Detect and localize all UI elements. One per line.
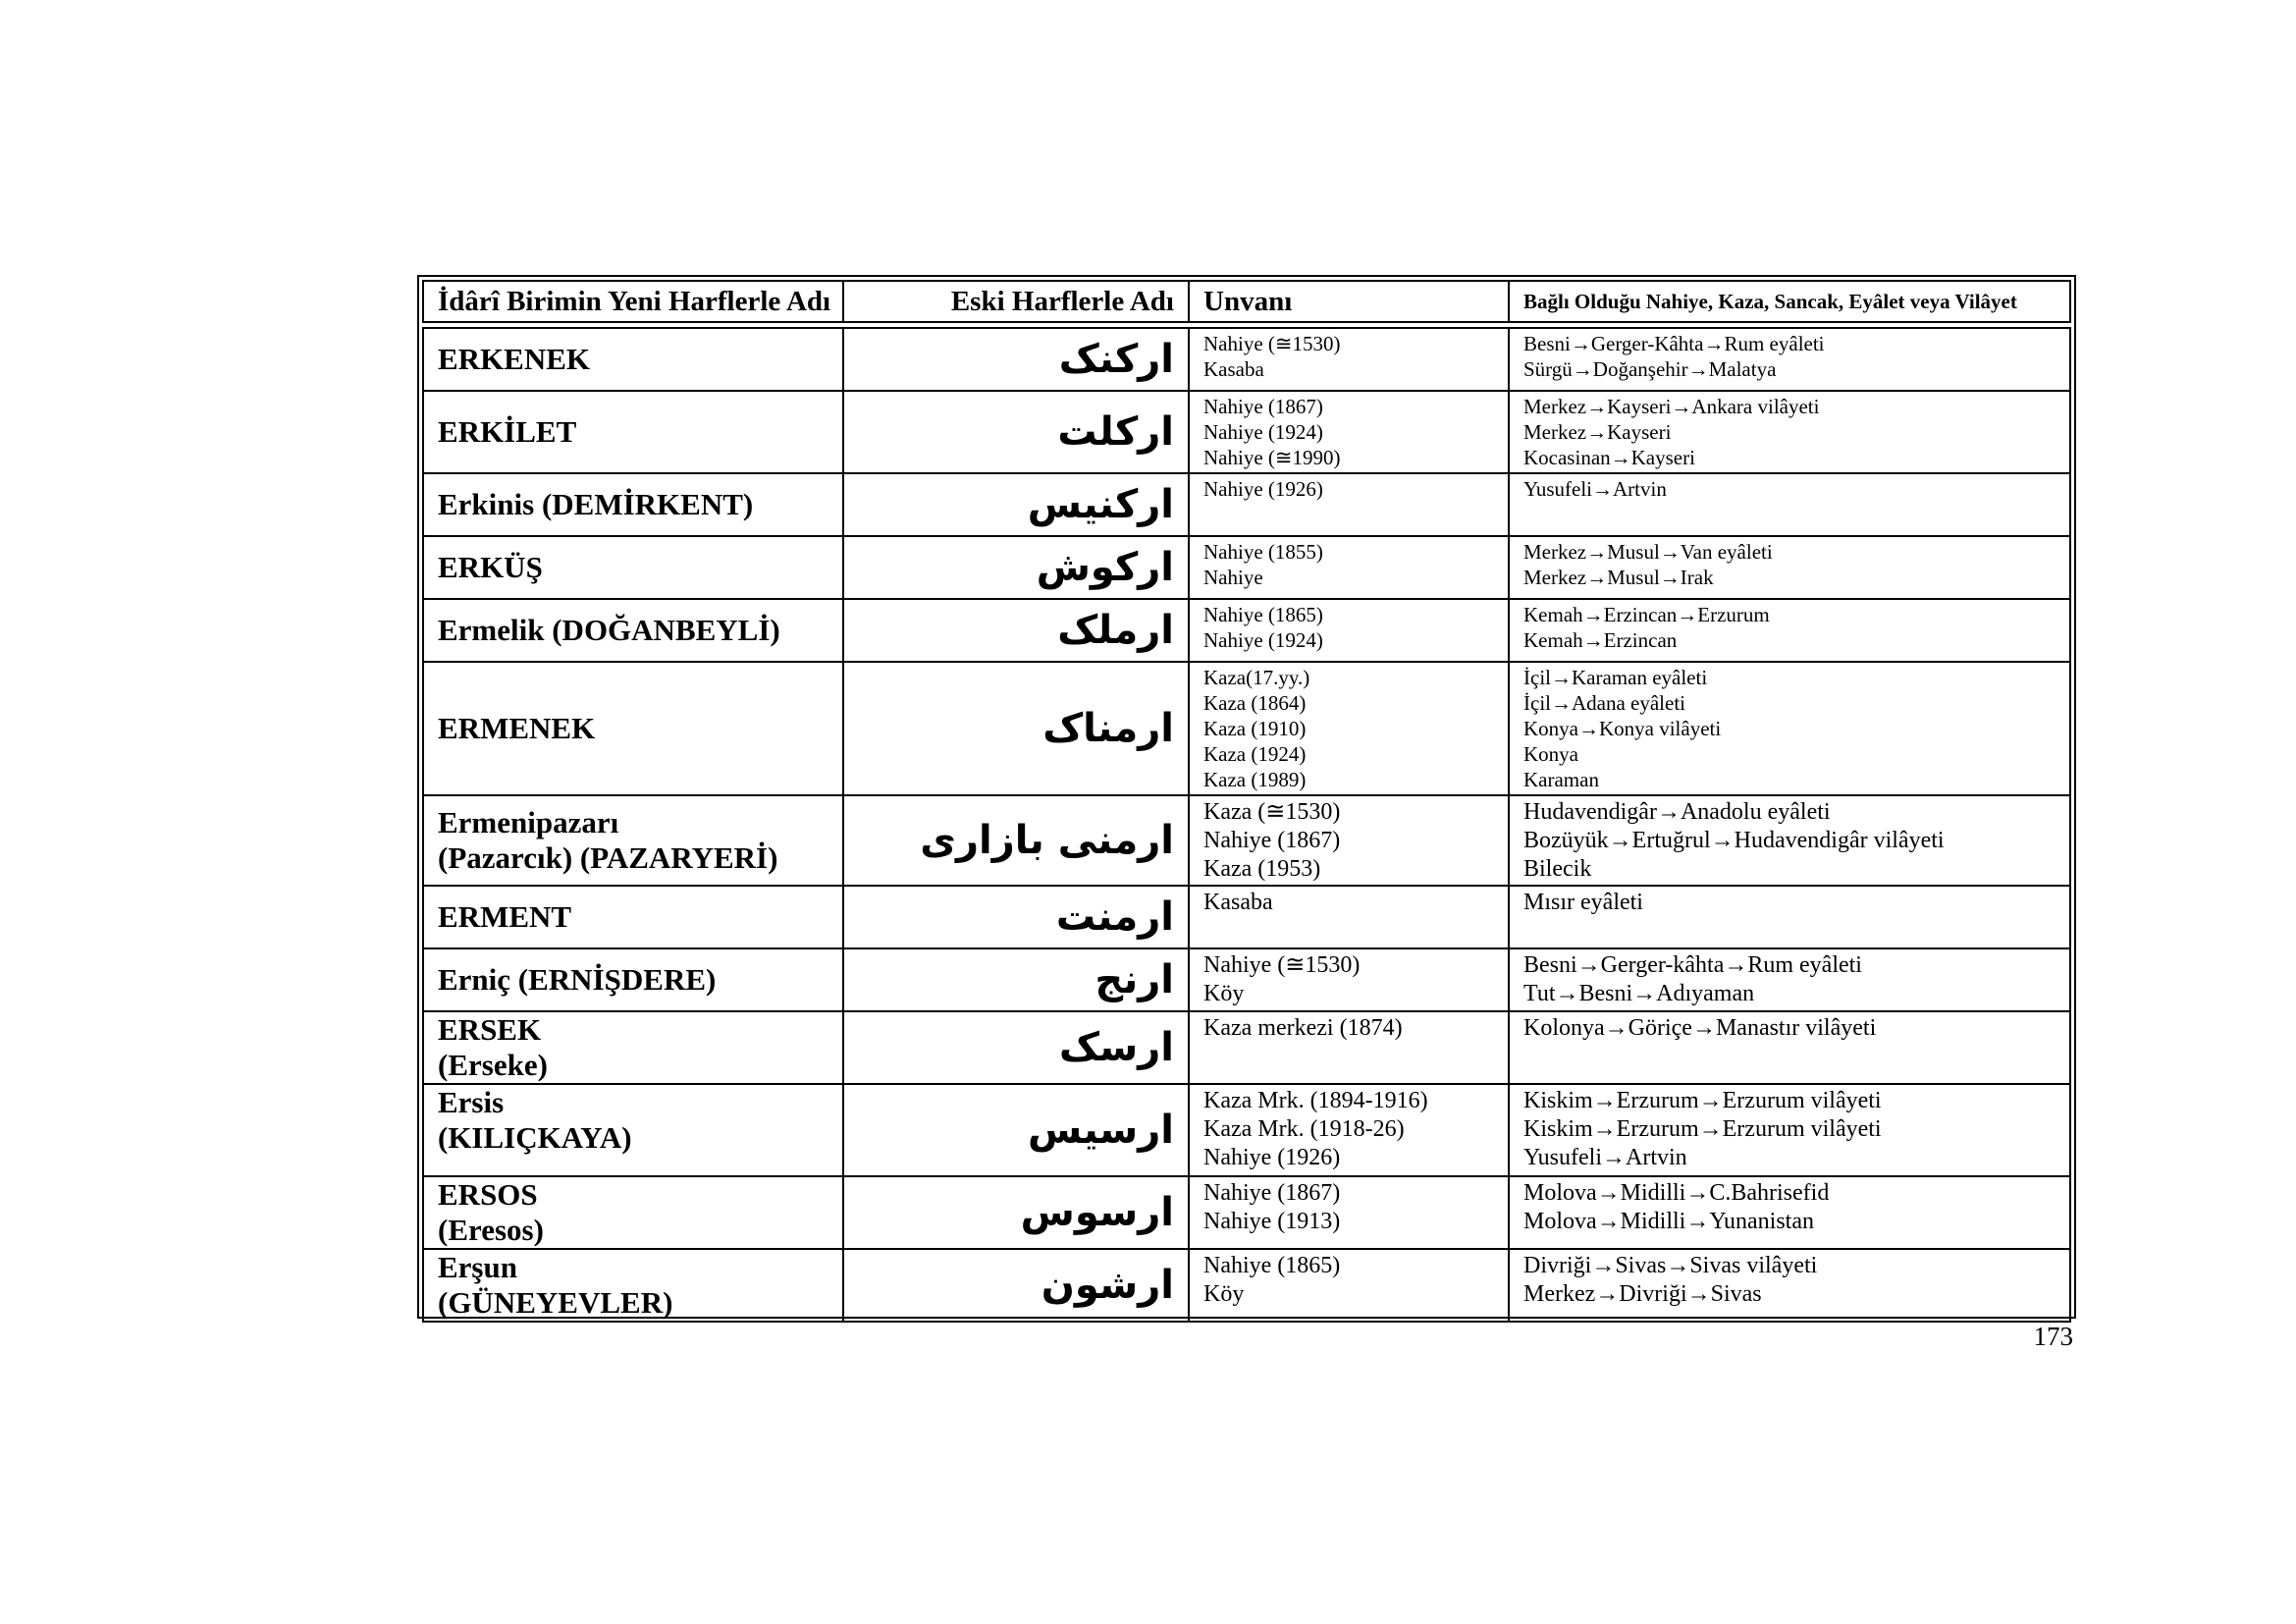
unit-old-name [843,473,1189,536]
unit-affiliation-line: Konya→Konya vilâyeti [1523,717,1722,740]
unit-old-name [843,536,1189,599]
unit-title-line: Kaza Mrk. (1918-26) [1203,1116,1405,1142]
unit-new-name-line: ERKİLET [438,414,577,449]
unit-title [1189,536,1509,599]
unit-old-name-text: ارشون [1041,1263,1174,1308]
table-row [423,1176,2070,1249]
unit-affiliation [1509,328,2070,391]
unit-new-name-line: Ermenipazarı [438,805,619,839]
unit-title-line: Nahiye (1924) [1203,420,1323,444]
unit-new-name-line: Ermelik (DOĞANBEYLİ) [438,613,780,647]
unit-affiliation-line: Merkez→Kayseri→Ankara vilâyeti [1523,395,1820,418]
unit-new-name [423,1011,843,1084]
unit-old-name [843,886,1189,948]
unit-new-name [423,391,843,473]
unit-title [1189,599,1509,662]
unit-affiliation-line: Kemah→Erzincan [1523,628,1678,652]
unit-title-line: Nahiye (1924) [1203,628,1323,652]
unit-title-line: Nahiye (≅1990) [1203,446,1341,469]
unit-new-name [423,662,843,795]
unit-new-name-line: ERSOS [438,1177,538,1212]
unit-old-name [843,1176,1189,1249]
unit-title [1189,1176,1509,1249]
unit-title-line: Nahiye (1865) [1203,603,1323,626]
unit-title-line: Kaza (1924) [1203,742,1307,766]
unit-old-name-text: ارمناک [1042,706,1174,751]
unit-new-name [423,536,843,599]
unit-old-name [843,391,1189,473]
unit-title-line: Köy [1203,1281,1245,1307]
unit-affiliation-line: Hudavendigâr→Anadolu eyâleti [1523,799,1831,825]
unit-affiliation [1509,1249,2070,1322]
unit-affiliation-line: Kemah→Erzincan→Erzurum [1523,603,1770,626]
unit-title-line: Nahiye (1867) [1203,828,1341,853]
unit-old-name-text: ارنج [1095,957,1174,1002]
unit-title-line: Kaza (≅1530) [1203,799,1341,825]
header-affiliation: Bağlı Olduğu Nahiye, Kaza, Sancak, Eyâlet veya Vilâyet [1509,281,2070,322]
unit-affiliation-line: Kocasinan→Kayseri [1523,446,1695,469]
unit-title [1189,391,1509,473]
unit-affiliation-line: Merkez→Musul→Irak [1523,566,1714,589]
unit-new-name [423,795,843,886]
unit-affiliation-line: Tut→Besni→Adıyaman [1523,981,1755,1006]
unit-title [1189,948,1509,1011]
unit-affiliation-line: Konya [1523,742,1578,766]
unit-new-name-line: (Erseke) [438,1048,548,1082]
unit-affiliation [1509,599,2070,662]
unit-old-name-text: ارسیس [1028,1108,1174,1153]
unit-old-name [843,1249,1189,1322]
unit-new-name [423,1084,843,1176]
unit-affiliation-line: Karaman [1523,768,1599,791]
unit-affiliation-line: Merkez→Divriği→Sivas [1523,1281,1762,1307]
unit-old-name-text: ارسک [1058,1025,1174,1070]
unit-old-name [843,795,1189,886]
unit-new-name-line: ERMENEK [438,711,596,745]
unit-affiliation-line: Merkez→Kayseri [1523,420,1672,444]
unit-new-name-line: (GÜNEYEVLER) [438,1285,673,1320]
unit-new-name [423,886,843,948]
unit-title-line: Kaza (1989) [1203,768,1307,791]
header-title: Unvanı [1189,281,1509,322]
unit-affiliation-line: Kiskim→Erzurum→Erzurum vilâyeti [1523,1116,1882,1142]
unit-old-name [843,662,1189,795]
header-old-name: Eski Harflerle Adı [843,281,1189,322]
unit-title-line: Nahiye (1855) [1203,540,1323,564]
unit-affiliation-line: Bozüyük→Ertuğrul→Hudavendigâr vilâyeti [1523,828,1945,853]
unit-title-line: Nahiye (1926) [1203,477,1323,501]
unit-title [1189,886,1509,948]
unit-new-name [423,948,843,1011]
unit-affiliation-line: İçil→Karaman eyâleti [1523,666,1708,689]
unit-new-name-line: ERSEK [438,1012,542,1047]
unit-new-name-line: Erkinis (DEMİRKENT) [438,487,754,521]
unit-new-name-line: ERKENEK [438,342,591,376]
unit-old-name-text: ارملک [1057,608,1174,653]
unit-new-name-line: ERKÜŞ [438,550,543,584]
unit-title-line: Kaza(17.yy.) [1203,666,1310,689]
unit-old-name-text: ارکنک [1058,337,1174,382]
unit-title [1189,1084,1509,1176]
table-row [423,328,2070,391]
unit-title-line: Nahiye [1203,566,1263,589]
unit-title-line: Kaza merkezi (1874) [1203,1015,1403,1041]
unit-title [1189,1249,1509,1322]
unit-old-name [843,328,1189,391]
table-row [423,391,2070,473]
table-header-row [423,281,2070,322]
unit-affiliation-line: Yusufeli→Artvin [1523,477,1667,501]
unit-old-name [843,599,1189,662]
table-row [423,662,2070,795]
unit-new-name-line: Ersis [438,1085,505,1119]
unit-affiliation [1509,1011,2070,1084]
unit-new-name-line: (KILIÇKAYA) [438,1120,632,1155]
unit-new-name-line: Erşun [438,1250,517,1284]
unit-title [1189,795,1509,886]
unit-affiliation-line: Molova→Midilli→C.Bahrisefid [1523,1180,1830,1206]
unit-old-name [843,1084,1189,1176]
document-table-frame [417,275,2076,1319]
unit-title-line: Nahiye (≅1530) [1203,952,1361,978]
unit-title-line: Kaza (1864) [1203,691,1307,715]
unit-affiliation [1509,948,2070,1011]
unit-old-name-text: ارسوس [1020,1190,1174,1235]
unit-old-name-text: ارمنی بازاری [920,818,1174,863]
unit-new-name-line: ERMENT [438,899,572,934]
unit-affiliation [1509,1176,2070,1249]
unit-affiliation-line: Besni→Gerger-kâhta→Rum eyâleti [1523,952,1862,978]
unit-affiliation [1509,662,2070,795]
unit-new-name [423,473,843,536]
unit-old-name-text: ارمنت [1055,894,1174,940]
unit-affiliation [1509,536,2070,599]
unit-title-line: Kaza (1953) [1203,856,1321,882]
unit-new-name [423,599,843,662]
unit-title-line: Nahiye (1913) [1203,1209,1341,1234]
table-row [423,948,2070,1011]
unit-affiliation-line: Kiskim→Erzurum→Erzurum vilâyeti [1523,1088,1882,1113]
unit-old-name-text: ارکلت [1057,409,1174,455]
unit-title [1189,473,1509,536]
unit-affiliation [1509,1084,2070,1176]
unit-affiliation-line: Bilecik [1523,856,1592,882]
unit-affiliation [1509,391,2070,473]
unit-affiliation-line: Sürgü→Doğanşehir→Malatya [1523,357,1777,381]
table-row [423,1249,2070,1322]
unit-title-line: Köy [1203,981,1245,1006]
unit-new-name [423,1249,843,1322]
unit-affiliation [1509,886,2070,948]
unit-old-name-text: ارکوش [1036,545,1174,590]
unit-title [1189,328,1509,391]
unit-title-line: Nahiye (1867) [1203,1180,1341,1206]
unit-title-line: Kasaba [1203,357,1264,381]
unit-new-name [423,1176,843,1249]
table-body [423,328,2070,1322]
unit-title [1189,1011,1509,1084]
unit-affiliation-line: Kolonya→Göriçe→Manastır vilâyeti [1523,1015,1877,1041]
unit-title-line: Nahiye (1867) [1203,395,1323,418]
unit-title-line: Kasaba [1203,890,1273,915]
unit-affiliation-line: Divriği→Sivas→Sivas vilâyeti [1523,1253,1818,1278]
header-new-name: İdârî Birimin Yeni Harflerle Adı [423,281,843,322]
unit-new-name [423,328,843,391]
unit-title-line: Nahiye (1865) [1203,1253,1341,1278]
table-row [423,1011,2070,1084]
unit-affiliation [1509,795,2070,886]
page-number: 173 [2033,1322,2073,1351]
table-row [423,473,2070,536]
table-row [423,795,2070,886]
unit-old-name [843,948,1189,1011]
table-row [423,536,2070,599]
unit-old-name-text: ارکنیس [1027,482,1174,527]
unit-affiliation-line: İçil→Adana eyâleti [1523,691,1686,715]
table-row [423,1084,2070,1176]
unit-title-line: Kaza (1910) [1203,717,1307,740]
table-row [423,599,2070,662]
unit-affiliation-line: Besni→Gerger-Kâhta→Rum eyâleti [1523,332,1825,355]
table-row [423,886,2070,948]
unit-new-name-line: (Eresos) [438,1213,544,1247]
unit-affiliation-line: Yusufeli→Artvin [1523,1145,1687,1170]
unit-affiliation-line: Mısır eyâleti [1523,890,1643,915]
unit-title-line: Kaza Mrk. (1894-1916) [1203,1088,1428,1113]
administrative-units-table [422,280,2071,1323]
unit-affiliation [1509,473,2070,536]
unit-new-name-line: (Pazarcık) (PAZARYERİ) [438,840,778,875]
unit-title-line: Nahiye (1926) [1203,1145,1341,1170]
unit-old-name [843,1011,1189,1084]
unit-title [1189,662,1509,795]
unit-affiliation-line: Molova→Midilli→Yunanistan [1523,1209,1814,1234]
unit-affiliation-line: Merkez→Musul→Van eyâleti [1523,540,1773,564]
unit-title-line: Nahiye (≅1530) [1203,332,1341,355]
unit-new-name-line: Erniç (ERNİŞDERE) [438,962,717,997]
